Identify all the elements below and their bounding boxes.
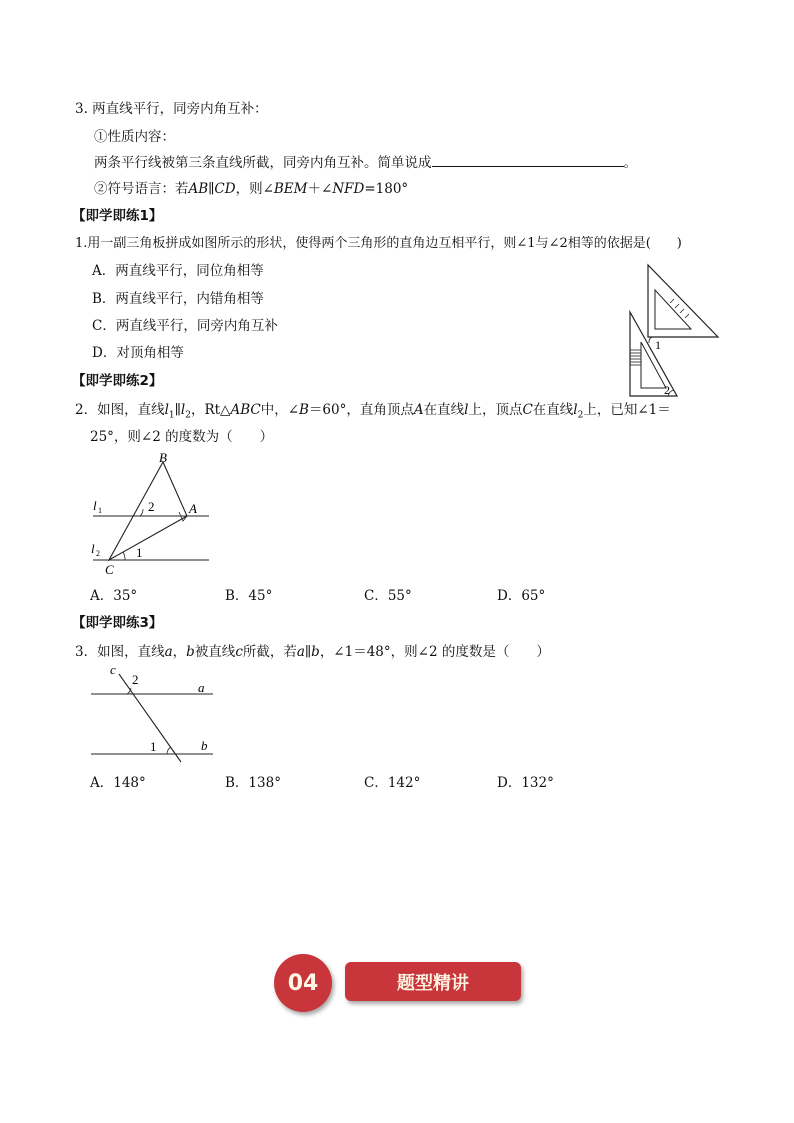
section-number-badge: 04 [274,954,332,1012]
angle-1-label: 1 [655,338,661,352]
q2-l: l [464,402,469,418]
q3-text-d: ，∠1＝48°，则∠2 的度数是（ ） [319,644,550,660]
exercise3-option-b[interactable]: B．138° [225,775,281,791]
q2-text-c: 中，∠ [260,402,300,418]
c-label: c [110,662,116,677]
q2-text-b: ，Rt△ [190,402,231,418]
b-label: b [201,738,208,753]
l2-label: l [91,541,95,556]
q2-text-a: 2．如图，直线 [75,402,165,418]
q2-text-e: 在直线 [423,402,465,418]
exercise2-figure [85,450,215,578]
set-squares-figure [622,260,724,398]
exercise2-heading: 【即学即练2】 [72,373,163,389]
q3-text-b: 被直线 [194,644,236,660]
q2-l1-sub: 1 [168,410,175,421]
plus-sign: ＋∠ [307,181,333,197]
then-text: ，则∠ [235,181,274,197]
exercise3-option-a[interactable]: A．148° [90,775,146,791]
segment-cd: CD [214,181,236,197]
exercise3-heading: 【即学即练3】 [72,615,163,631]
q2-l1: l [164,402,169,418]
l1-sub-label: 1 [98,506,102,515]
angle-1-label: 1 [136,545,143,560]
exercise1-option-a[interactable]: A．两直线平行，同位角相等 [92,263,264,279]
exercise2-option-d[interactable]: D．65° [497,588,546,604]
angle-2-label: 2 [664,383,670,397]
q2-l2b-sub: 2 [577,410,584,421]
q2-l2b: l [573,402,578,418]
section3-title: 3. 两直线平行，同旁内角互补： [75,101,268,117]
angle-2-label: 2 [132,672,139,687]
exercise1-option-b[interactable]: B．两直线平行，内错角相等 [92,291,264,307]
exercise1-heading: 【即学即练1】 [72,208,163,224]
q3-comma: ， [172,644,187,660]
a-label: a [198,680,205,695]
q2-l2-sub: 2 [185,410,191,421]
equals-180: =180° [364,181,409,197]
exercise3-option-c[interactable]: C．142° [364,775,421,791]
exercise1-question: 1.用一副三角板拼成如图所示的形状，使得两个三角形的直角边互相平行，则∠1与∠2相等的依据是( ) [75,236,682,251]
angle-2-label: 2 [148,499,155,514]
angle-nfd: NFD [332,181,365,197]
exercise3-option-d[interactable]: D．132° [497,775,554,791]
q2-text-g: 在直线 [532,402,574,418]
answer-blank[interactable] [432,154,624,167]
q3-c: c [235,644,243,660]
exercise2-question-line1 [75,398,671,421]
exercise3-question [75,640,550,660]
segment-ab: AB [188,181,209,197]
exercise2-question-line2: 25°，则∠2 的度数为（ ） [90,429,274,445]
property-text: 两条平行线被第三条直线所截，同旁内角互补。简单说成 [94,155,432,171]
q2-l2: l [180,402,186,418]
q2-text-f: 上，顶点 [468,402,523,418]
symbol-language [94,177,408,197]
q2-text-h: 上，已知∠1＝ [583,402,671,418]
l2-sub-label: 2 [96,549,100,558]
q2-abc: ABC [230,402,261,418]
q3-text-c: 所截，若 [242,644,297,660]
q2-parallel: ∥ [174,402,181,418]
property-period: 。 [623,155,637,171]
point-c-label: C [105,562,114,577]
exercise1-option-c[interactable]: C．两直线平行，同旁内角互补 [92,318,278,334]
symbol-label: ②符号语言：若 [94,181,189,197]
q3-b: b [186,644,195,660]
exercise2-option-b[interactable]: B．45° [225,588,273,604]
parallel-sign: ∥ [208,181,215,197]
q3-text-a: 3．如图，直线 [75,644,165,660]
q2-text-d: ＝60°，直角顶点 [308,402,414,418]
upper-set-square [648,265,718,337]
q2-point-a: A [413,402,424,418]
q3-a-parallel-b: a∥b [296,644,320,660]
point-a-label: A [189,501,197,516]
property-label: ①性质内容： [94,129,175,145]
exercise1-option-d[interactable]: D．对顶角相等 [92,345,184,361]
angle-bem: BEM [273,181,308,197]
q3-a: a [164,644,173,660]
q2-point-c: C [522,402,533,418]
point-b-label: B [159,450,167,465]
q2-angle-b: B [299,402,309,418]
property-content [94,151,637,171]
angle-1-label: 1 [150,739,157,754]
l1-label: l [93,498,97,513]
exercise2-option-c[interactable]: C．55° [364,588,412,604]
exercise2-option-a[interactable]: A．35° [90,588,138,604]
section-title-badge: 题型精讲 [345,962,521,1001]
exercise3-figure [85,660,220,768]
